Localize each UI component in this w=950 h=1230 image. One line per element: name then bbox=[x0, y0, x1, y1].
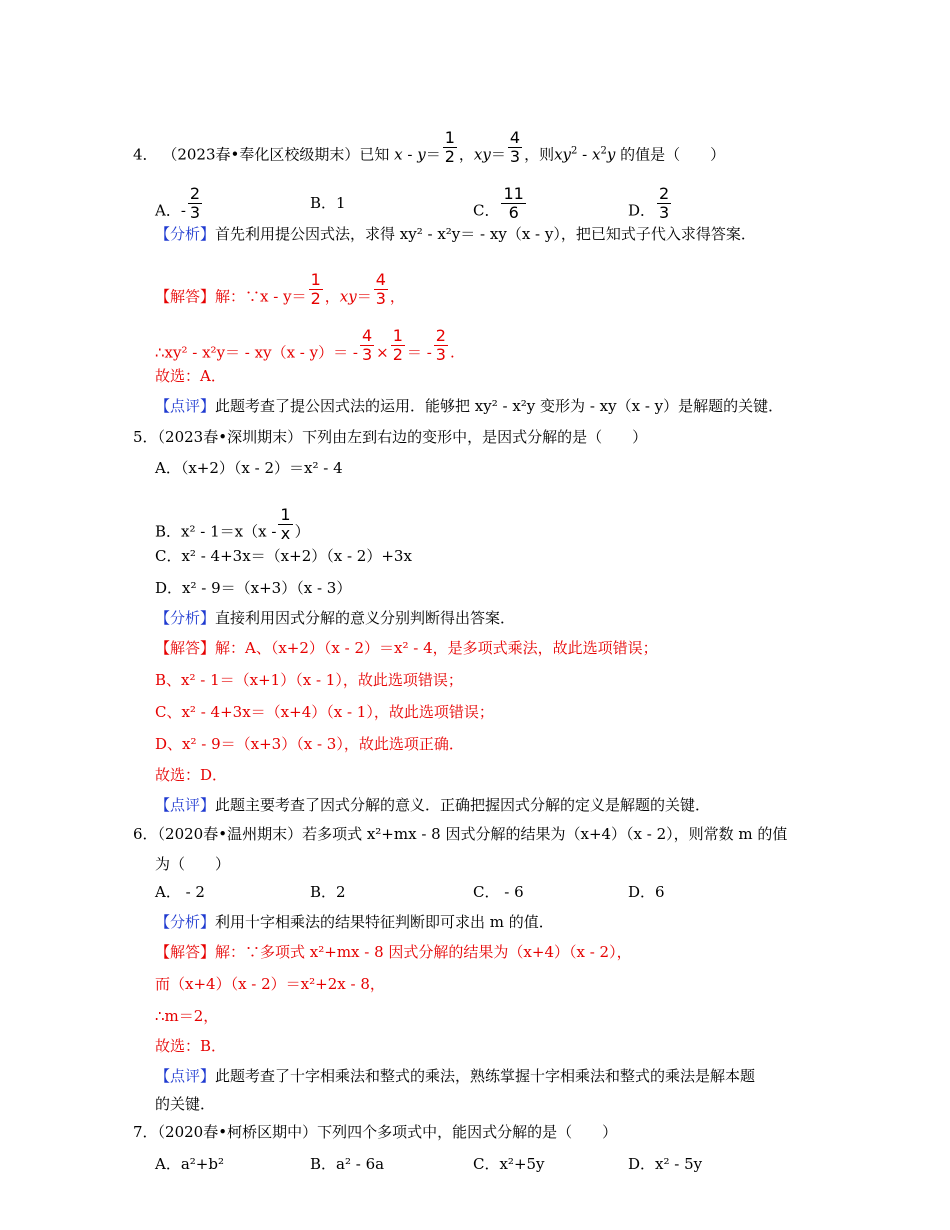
q6-option-b: B．2 bbox=[310, 883, 346, 901]
q5-option-a: A．（x+2）（x - 2）＝x² - 4 bbox=[155, 459, 343, 477]
q4-comment: 【点评】此题考查了提公因式法的运用．能够把 xy² - x²y 变形为 - xy（x - y）是解题的关键． bbox=[155, 397, 784, 415]
q4-analysis: 【分析】首先利用提公因式法，求得 xy² - x²y＝ - xy（x - y），把已知式子代入求得答案． bbox=[155, 225, 756, 243]
q6-solution-line2: 而（x+4）（x - 2）＝x²+2x - 8， bbox=[155, 975, 385, 993]
q6-option-c: C． - 6 bbox=[473, 883, 524, 901]
q7-option-d: D．x² - 5y bbox=[628, 1155, 703, 1173]
q6-analysis: 【分析】利用十字相乘法的结果特征判断即可求出 m 的值． bbox=[155, 913, 554, 931]
q5-solution-line1: 【解答】解：A、（x+2）（x - 2）＝x² - 4，是多项式乘法，故此选项错误； bbox=[155, 639, 658, 657]
q5-solution-line3: C、x² - 4+3x＝（x+4）（x - 1），故此选项错误； bbox=[155, 703, 494, 721]
q5-analysis: 【分析】直接利用因式分解的意义分别判断得出答案． bbox=[155, 609, 516, 627]
q7-option-c: C．x²+5y bbox=[473, 1155, 545, 1173]
q4-option-b: B．1 bbox=[310, 194, 346, 212]
q6-solution-line3: ∴m＝2， bbox=[155, 1007, 219, 1025]
q4-stem: 4． （2023春•奉化区校级期末）已知 x - y＝ $\frac{1}{2}$ ，xy＝ $\frac{4}{3}$ ，则$xy^2 - x^2y$ 的值是（ ） bbox=[133, 128, 726, 166]
q4-frac-half: $\frac{1}{2}$ bbox=[444, 128, 455, 166]
q4-frac-four-thirds: $\frac{4}{3}$ bbox=[509, 128, 521, 166]
q7-stem: 7．（2020春•柯桥区期中）下列四个多项式中，能因式分解的是（ ） bbox=[133, 1123, 618, 1141]
q6-option-a: A． - 2 bbox=[155, 883, 205, 901]
q6-option-d: D．6 bbox=[628, 883, 665, 901]
q5-comment: 【点评】此题主要考查了因式分解的意义．正确把握因式分解的定义是解题的关键． bbox=[155, 796, 711, 814]
q6-comment: 【点评】此题考查了十字相乘法和整式的乘法，熟练掌握十字相乘法和整式的乘法是解本题 bbox=[155, 1067, 756, 1085]
q6-stem-cont: 为（ ） bbox=[155, 855, 231, 873]
q4-option-d: D． $\frac{2}{3}$ bbox=[628, 184, 670, 222]
q4-solution-line1: 【解答】解：∵x - y＝ $\frac{1}{2}$ ，xy＝ $\frac{4}{3}$ ， bbox=[155, 270, 405, 308]
q4-option-c: C． $\frac{11}{6}$ bbox=[473, 184, 524, 222]
q5-option-b: B．x² - 1＝x（x - $\frac{1}{x}$ ） bbox=[155, 505, 310, 543]
q5-choice: 故选：D． bbox=[155, 766, 228, 784]
q6-solution-line1: 【解答】解：∵多项式 x²+mx - 8 因式分解的结果为（x+4）（x - 2）， bbox=[155, 943, 632, 961]
q6-stem: 6．（2020春•温州期末）若多项式 x²+mx - 8 因式分解的结果为（x+4）（x - 2），则常数 m 的值 bbox=[133, 825, 788, 843]
q5-option-d: D．x² - 9＝（x+3）（x - 3） bbox=[155, 579, 352, 597]
q4-choice: 故选：A． bbox=[155, 367, 226, 385]
q7-option-a: A．a²+b² bbox=[155, 1155, 224, 1173]
q5-solution-line4: D、x² - 9＝（x+3）（x - 3），故此选项正确． bbox=[155, 735, 464, 753]
q5-stem: 5．（2023春•深圳期末）下列由左到右边的变形中，是因式分解的是（ ） bbox=[133, 428, 648, 446]
q5-solution-line2: B、x² - 1＝（x+1）（x - 1），故此选项错误； bbox=[155, 671, 463, 689]
q5-option-c: C．x² - 4+3x＝（x+2）（x - 2）+3x bbox=[155, 547, 412, 565]
q4-solution-line2: ∴xy² - x²y＝ - xy（x - y）＝ - $\frac{4}{3}$ × $\frac{1}{2}$ ＝ - $\frac{2}{3}$ . bbox=[155, 326, 455, 364]
q6-comment-cont: 的关键． bbox=[155, 1095, 216, 1113]
q4-option-a: A．- $\frac{2}{3}$ bbox=[155, 184, 201, 222]
q4-number: 4． bbox=[133, 145, 158, 164]
q6-choice: 故选：B． bbox=[155, 1037, 227, 1055]
q7-option-b: B．a² - 6a bbox=[310, 1155, 385, 1173]
